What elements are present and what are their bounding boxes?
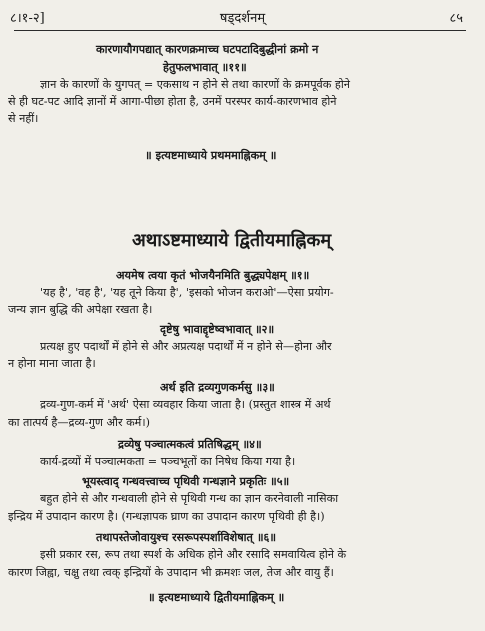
sutra-line: कारणायौगपद्यात् कारणक्रमाच्च घटपटादिबुद्धीनां क्रमो न (96, 42, 319, 56)
sutra-line: अर्थ इति द्रव्यगुणकर्मसु ॥३॥ (160, 380, 275, 394)
colophon: ॥ इत्यष्टमाध्याये प्रथममाह्निकम् ॥ (145, 148, 277, 162)
sutra-line: दृष्टेषु भावाद्दृष्टेष्वभावात् ॥२॥ (160, 322, 275, 336)
sutra-line: भूयस्त्वाद् गन्धवत्त्वाच्च पृथिवी गन्धज्ञाने प्रकृतिः ॥५॥ (82, 474, 290, 488)
body-line: से ही घट-पट आदि ज्ञानों में आगा-पीछा होता है, उनमें परस्पर कार्य-कारणभाव होने (8, 95, 337, 108)
body-line: से नहीं। (8, 112, 39, 125)
sutra-line: हेतुफलभावात् ॥११॥ (163, 60, 247, 74)
page-number: ८५ (449, 11, 463, 26)
body-line: बहुत होने से और गन्धवाली होने से पृथिवी गन्ध का ज्ञान करनेवाली नासिका (40, 492, 339, 505)
body-line: इसी प्रकार रस, रूप तथा स्पर्श के अधिक होने और रसादि समवायित्व होने के (40, 548, 347, 561)
running-title: षड्दर्शनम् (219, 11, 266, 26)
body-line: जन्य ज्ञान बुद्धि की अपेक्षा रखता है। (8, 303, 153, 316)
body-line: कारण जिह्वा, चक्षु तथा त्वक् इन्द्रियों के उपादान भी क्रमशः जल, तेज और वायु हैं। (8, 566, 334, 579)
colophon: ॥ इत्यष्टमाध्याये द्वितीयमाह्निकम् ॥ (148, 590, 285, 604)
body-line: न होना माना जाता है। (8, 357, 96, 370)
sutra-line: तथापस्तेजोवायुश्च रसरूपस्पर्शाविशेषात् ॥६॥ (96, 530, 277, 544)
body-line: इन्द्रिय में उपादान कारण है। (गन्धज्ञापक घ्राण का उपादान कारण पृथिवी ही है।) (8, 510, 325, 523)
chapter-heading: अथाऽष्टमाध्याये द्वितीयमाह्निकम् (132, 230, 332, 251)
body-line: द्रव्य-गुण-कर्म में 'अर्थ' ऐसा व्यवहार किया जाता है। (प्रस्तुत शास्त्र में अर्थ (40, 398, 331, 411)
section-reference: ८।१-२] (10, 11, 45, 26)
body-line: 'यह है', 'वह है', 'यह तूने किया है', 'इसको भोजन कराओ'—ऐसा प्रयोग- (40, 286, 334, 299)
body-line: प्रत्यक्ष हुए पदार्थों में होने से और अप्रत्यक्ष पदार्थों में न होने से—होना और (40, 340, 332, 353)
body-line: का तात्पर्य है—द्रव्य-गुण और कर्म।) (8, 416, 150, 429)
sutra-line: अयमेष त्वया कृतं भोजयैनमिति बुद्ध्यपेक्षम् ॥१॥ (116, 268, 310, 282)
body-line: कार्य-द्रव्यों में पञ्चात्मकता = पञ्चभूतों का निषेध किया गया है। (40, 455, 296, 468)
body-line: ज्ञान के कारणों के युगपत् = एकसाथ न होने से तथा कारणों के क्रमपूर्वक होने (40, 78, 350, 91)
sutra-line: द्रव्येषु पञ्चात्मकत्वं प्रतिषिद्धम् ॥४॥ (118, 437, 262, 451)
header-rule (14, 30, 466, 31)
